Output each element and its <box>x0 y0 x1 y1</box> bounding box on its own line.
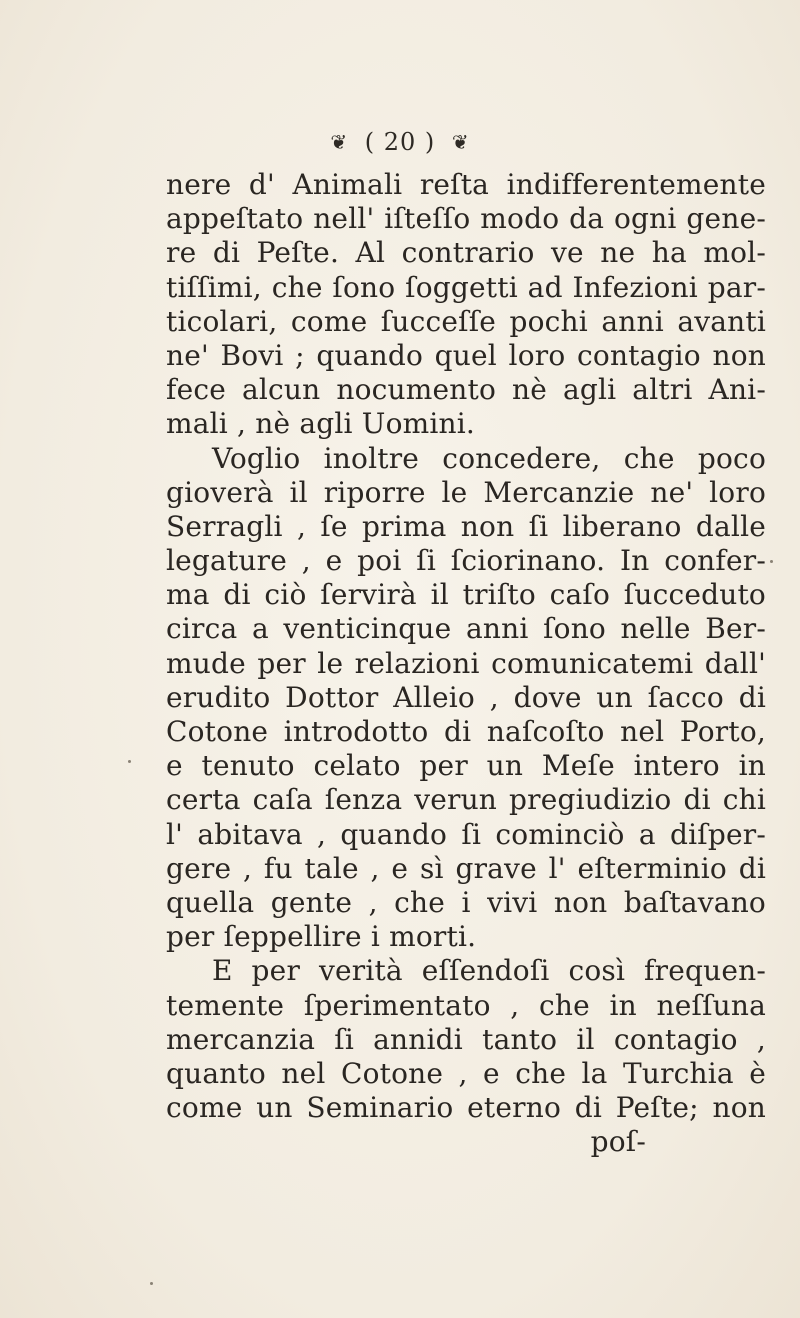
text-line: gere , fu tale , e sì grave l' eſterminio di <box>166 851 766 885</box>
text-line: ne' Bovi ; quando quel loro contagio non <box>166 338 766 372</box>
text-line: erudito Dottor Alleio , dove un ſacco di <box>166 680 766 714</box>
page-number: ( 20 ) <box>364 128 436 156</box>
paper-speck <box>150 1282 153 1285</box>
paragraph-start-line: Voglio inoltre concedere, che poco <box>212 441 766 475</box>
text-line: Cotone introdotto di naſcoſto nel Porto, <box>166 715 766 748</box>
text-line: ticolari, come ſucceſſe pochi anni avanti <box>166 304 766 338</box>
page-header <box>0 128 800 156</box>
text-line: mali , nè agli Uomini. <box>166 407 476 441</box>
text-line: l' abitava , quando ſi cominciò a diſper- <box>166 817 766 851</box>
text-line: legature , e poi ſi ſciorinano. In confer- <box>166 544 766 578</box>
text-line: Serragli , ſe prima non ſi liberano dalle <box>166 509 766 543</box>
left-fleuron-icon: ❦ <box>330 130 349 154</box>
text-line: mude per le relazioni comunicatemi dall' <box>166 646 766 680</box>
text-line: fece alcun nocumento nè agli altri Ani- <box>166 373 766 407</box>
text-line: nere d' Animali reſta indifferentemente <box>166 168 766 201</box>
text-line: re di Peſte. Al contrario ve ne ha mol- <box>166 236 766 270</box>
text-line: tiſſimi, che ſono ſoggetti ad Infezioni par- <box>166 270 766 304</box>
text-line: quanto nel Cotone , e che la Turchia è <box>166 1056 766 1090</box>
catchword: poſ- <box>590 1125 646 1159</box>
text-line: certa caſa ſenza verun pregiudizio di chi <box>166 783 766 817</box>
text-line: per ſeppellire i morti. <box>166 920 477 954</box>
paper-speck <box>770 560 773 563</box>
text-line: ma di ciò ſervirà il triſto caſo ſucceduto <box>166 578 766 612</box>
paper-speck <box>128 760 131 763</box>
text-line: circa a venticinque anni ſono nelle Ber- <box>166 612 766 646</box>
text-line: appeſtato nell' iſteſſo modo da ogni gene- <box>166 202 766 236</box>
text-line: temente ſperimentato , che in neſſuna <box>166 988 766 1022</box>
text-line: mercanzia ſi annidi tanto il contagio , <box>166 1022 766 1056</box>
text-line: gioverà il riporre le Mercanzie ne' loro <box>166 475 766 509</box>
body-text <box>166 168 766 1159</box>
right-fleuron-icon: ❦ <box>451 130 470 154</box>
text-line: quella gente , che i vivi non baſtavano <box>166 885 766 919</box>
text-line: come un Seminario eterno di Peſte; non <box>166 1091 766 1125</box>
paragraph-start-line: E per verità eſſendoſi così frequen- <box>212 954 766 988</box>
text-line: e tenuto celato per un Meſe intero in <box>166 749 766 783</box>
